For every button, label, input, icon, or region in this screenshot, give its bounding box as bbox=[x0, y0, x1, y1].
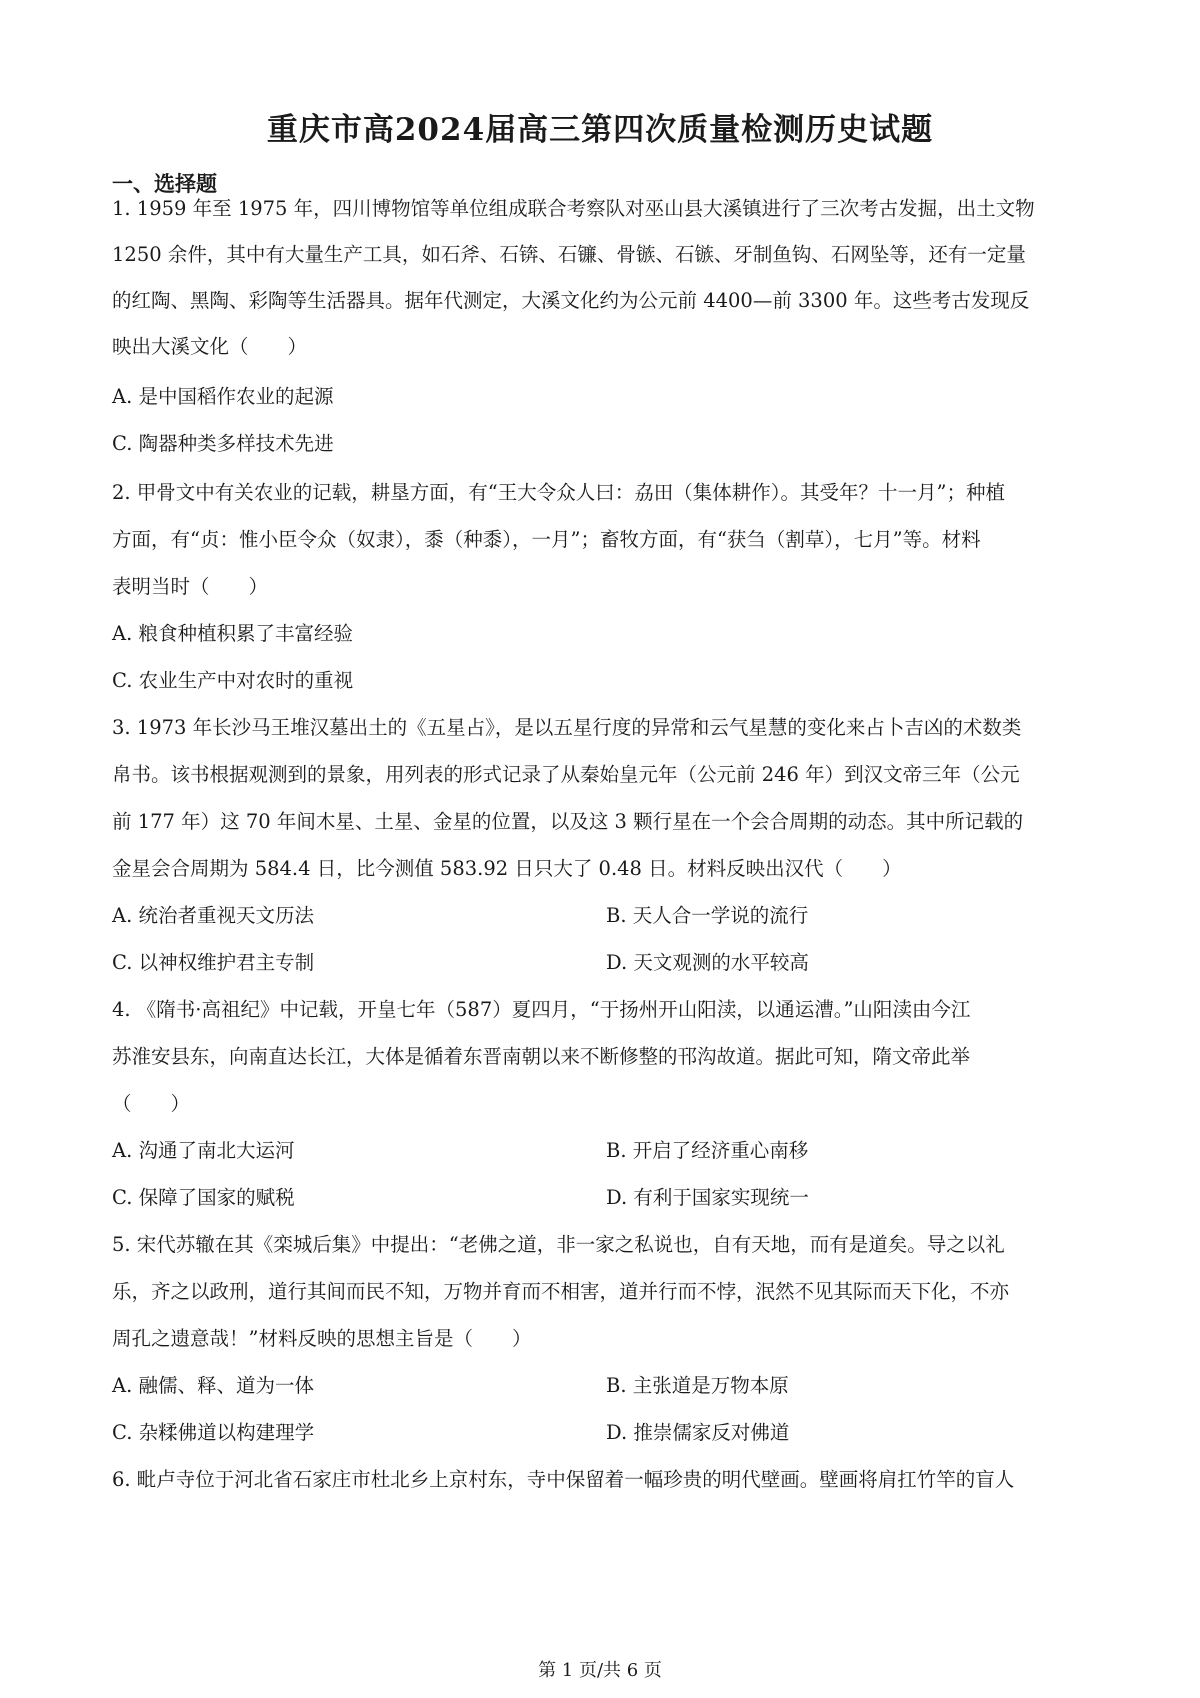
question-5-line-2: 乐，齐之以政刑，道行其间而民不知，万物并育而不相害，道并行而不悖，泯然不见其际而天下化，不亦 bbox=[112, 1280, 1010, 1303]
question-5-line-1: 5. 宋代苏辙在其《栾城后集》中提出：“老佛之道，非一家之私说也，自有天地，而有是道矣。导之以礼 bbox=[112, 1233, 1005, 1256]
question-3-option-c: C. 以神权维护君主专制 bbox=[112, 951, 315, 974]
question-5-option-b: B. 主张道是万物本原 bbox=[606, 1374, 789, 1397]
question-3-option-d: D. 天文观测的水平较高 bbox=[606, 951, 809, 974]
question-1-line-3: 的红陶、黑陶、彩陶等生活器具。据年代测定，大溪文化约为公元前 4400—前 3300 年。这些考古发现反 bbox=[112, 289, 1030, 312]
question-2-line-3: 表明当时（ ） bbox=[112, 575, 269, 598]
question-5-line-3: 周孔之遗意哉！”材料反映的思想主旨是（ ） bbox=[112, 1327, 532, 1350]
question-4-line-3: （ ） bbox=[112, 1092, 191, 1115]
question-3-line-3: 前 177 年）这 70 年间木星、土星、金星的位置，以及这 3 颗行星在一个会合周期的动态。其中所记载的 bbox=[112, 810, 1024, 833]
question-5-option-c: C. 杂糅佛道以构建理学 bbox=[112, 1421, 315, 1444]
page-title: 重庆市高2024届高三第四次质量检测历史试题 bbox=[266, 112, 934, 148]
question-3-line-4: 金星会合周期为 584.4 日，比今测值 583.92 日只大了 0.48 日。材料反映出汉代（ ） bbox=[112, 857, 902, 880]
question-2-line-2: 方面，有“贞：惟小臣令众（奴隶），黍（种黍），一月”；畜牧方面，有“获刍（割草），七月”等。材料 bbox=[112, 528, 981, 551]
question-1-option-a: A. 是中国稻作农业的起源 bbox=[112, 385, 334, 408]
question-1-line-2: 1250 余件，其中有大量生产工具，如石斧、石锛、石镰、骨镞、石镞、牙制鱼钩、石网坠等，还有一定量 bbox=[112, 243, 1026, 266]
question-3-line-1: 3. 1973 年长沙马王堆汉墓出土的《五星占》，是以五星行度的异常和云气星慧的变化来占卜吉凶的术数类 bbox=[112, 716, 1022, 739]
question-2-option-a: A. 粮食种植积累了丰富经验 bbox=[112, 622, 353, 645]
question-3-option-b: B. 天人合一学说的流行 bbox=[606, 904, 809, 927]
question-4-line-2: 苏淮安县东，向南直达长江，大体是循着东晋南朝以来不断修整的邗沟故道。据此可知，隋文帝此举 bbox=[112, 1045, 971, 1068]
page-footer: 第 1 页/共 6 页 bbox=[538, 1660, 662, 1681]
section-heading: 一、选择题 bbox=[112, 171, 217, 196]
question-1-line-4: 映出大溪文化（ ） bbox=[112, 335, 308, 358]
question-3-option-a: A. 统治者重视天文历法 bbox=[112, 904, 314, 927]
question-4-option-c: C. 保障了国家的赋税 bbox=[112, 1186, 295, 1209]
question-2-option-c: C. 农业生产中对农时的重视 bbox=[112, 669, 354, 692]
question-5-option-d: D. 推崇儒家反对佛道 bbox=[606, 1421, 790, 1444]
question-3-line-2: 帛书。该书根据观测到的景象，用列表的形式记录了从秦始皇元年（公元前 246 年）到汉文帝三年（公元 bbox=[112, 763, 1020, 786]
question-1-line-1: 1. 1959 年至 1975 年，四川博物馆等单位组成联合考察队对巫山县大溪镇进行了三次考古发掘，出土文物 bbox=[112, 197, 1035, 220]
question-6-line-1: 6. 毗卢寺位于河北省石家庄市杜北乡上京村东，寺中保留着一幅珍贵的明代壁画。壁画将肩扛竹竿的盲人 bbox=[112, 1468, 1015, 1491]
question-4-option-a: A. 沟通了南北大运河 bbox=[112, 1139, 295, 1162]
question-5-option-a: A. 融儒、释、道为一体 bbox=[112, 1374, 314, 1397]
question-4-option-b: B. 开启了经济重心南移 bbox=[606, 1139, 809, 1162]
question-4-line-1: 4. 《隋书·高祖纪》中记载，开皇七年（587）夏四月，“于扬州开山阳渎，以通运漕。”山阳渎由今江 bbox=[112, 998, 971, 1021]
question-4-option-d: D. 有利于国家实现统一 bbox=[606, 1186, 809, 1209]
question-1-option-c: C. 陶器种类多样技术先进 bbox=[112, 432, 334, 455]
question-2-line-1: 2. 甲骨文中有关农业的记载，耕垦方面，有“王大令众人曰：劦田（集体耕作）。其受年？十一月”；种植 bbox=[112, 481, 1005, 504]
